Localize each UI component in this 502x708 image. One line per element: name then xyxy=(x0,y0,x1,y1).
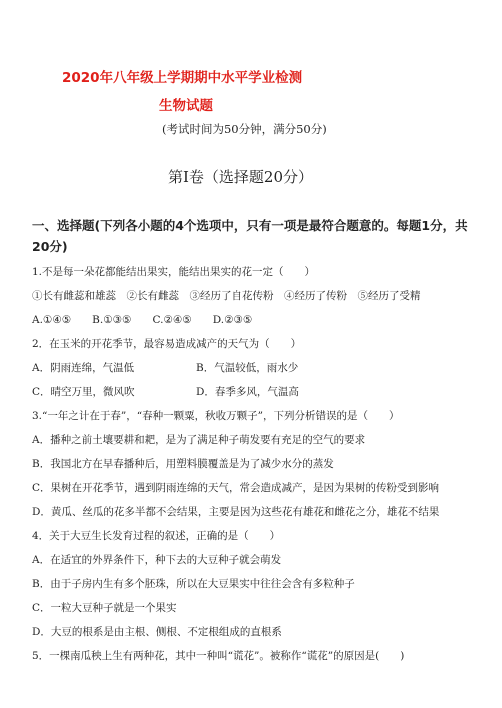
question-2-option-b: B．气温较低，雨水少 xyxy=(196,362,299,374)
question-3-option-a: A．播种之前土壤要耕和耙，是为了满足种子萌发要有充足的空气的要求 xyxy=(32,434,366,446)
question-2-option-d: D．春季多风，气温高 xyxy=(196,386,299,398)
question-4-option-b: B．由于子房内生有多个胚珠，所以在大豆果实中往往会含有多粒种子 xyxy=(32,578,355,590)
question-3-option-c: C．果树在开花季节，遇到阴雨连绵的天气，常会造成减产，是因为果树的传粉受到影响 xyxy=(32,482,440,494)
question-2-option-a: A．阴雨连绵，气温低 xyxy=(32,362,135,374)
exam-note: (考试时间为50分钟，满分50分) xyxy=(162,122,327,136)
question-2-stem: 2．在玉米的开花季节，最容易造成减产的天气为（ ） xyxy=(32,338,302,350)
question-5-stem: 5．一棵南瓜秧上生有两种花，其中一种叫“谎花”。被称作“谎花”的原因是( ) xyxy=(32,650,405,662)
question-1-options-line1: ①长有雌蕊和雄蕊 ②长有雌蕊 ③经历了自花传粉 ④经历了传粉 ⑤经历了受精 xyxy=(32,290,421,302)
question-2-row-cd xyxy=(32,384,299,399)
question-4-stem: 4．关于大豆生长发育过程的叙述，正确的是（ ） xyxy=(32,530,281,542)
question-2-option-c: C．晴空万里，微风吹 xyxy=(32,386,135,398)
question-3-stem: 3.“一年之计在于春”，“春种一颗粟，秋收万颗子”，下列分析错误的是（ ） xyxy=(32,410,400,422)
question-2-row-ab xyxy=(32,360,299,375)
question-4-option-a: A．在适宜的外界条件下，种下去的大豆种子就会萌发 xyxy=(32,554,282,566)
part-title: 第Ⅰ卷（选择题20分） xyxy=(168,168,314,186)
question-1-stem: 1.不是每一朵花都能结出果实，能结出果实的花一定（ ） xyxy=(32,266,316,278)
section-heading: 一、选择题(下列各小题的4个选项中，只有一项是最符合题意的。每题1分，共20分) xyxy=(32,218,468,254)
question-1-options-line2: A.①④⑤ B.①③⑤ C.②④⑤ D.②③⑤ xyxy=(32,314,253,326)
exam-subtitle: 生物试题 xyxy=(159,98,213,114)
question-3-option-b: B．我国北方在早春播种后，用塑料膜覆盖是为了减少水分的蒸发 xyxy=(32,458,334,470)
question-3-option-d: D．黄瓜、丝瓜的花多半都不会结果，主要是因为这些花有雄花和雌花之分，雄花不结果 xyxy=(32,506,440,518)
question-4-option-d: D．大豆的根系是由主根、侧根、不定根组成的直根系 xyxy=(32,626,282,638)
exam-title: 2020年八年级上学期期中水平学业检测 xyxy=(62,70,303,86)
question-4-option-c: C．一粒大豆种子就是一个果实 xyxy=(32,602,177,614)
